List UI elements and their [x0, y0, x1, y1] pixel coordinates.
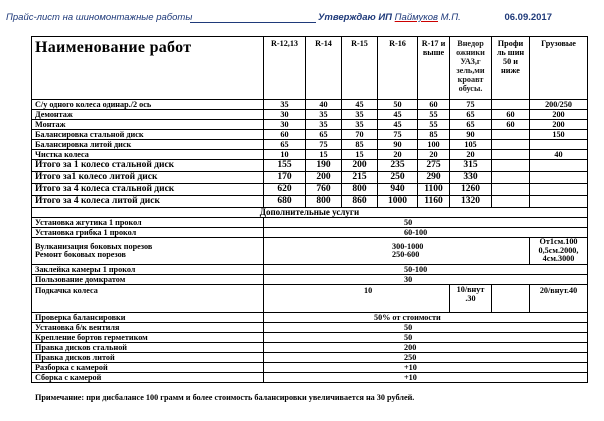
price-cell: 45: [342, 100, 378, 110]
price-cell: 65: [450, 110, 492, 120]
total-row: [32, 172, 588, 184]
extra-service-price: +10: [264, 373, 588, 383]
total-cell: 275: [418, 160, 450, 172]
total-cell: 1100: [418, 184, 450, 196]
service-name: Балансировка литой диск: [32, 140, 264, 150]
extra-service-name: Проверка балансировки: [32, 313, 264, 323]
total-row: [32, 184, 588, 196]
service-name: Чистка колеса: [32, 150, 264, 160]
price-cell: 40: [306, 100, 342, 110]
total-cell: 155: [264, 160, 306, 172]
total-row: [32, 160, 588, 172]
extra-service-price: 50: [264, 218, 588, 228]
price-cell: [492, 130, 530, 140]
total-cell: 1160: [418, 196, 450, 208]
service-name: Демонтаж: [32, 110, 264, 120]
column-header: Грузовые: [530, 37, 588, 100]
price-cell: 60: [264, 130, 306, 140]
price-cell: 45: [378, 110, 418, 120]
price-table: [31, 36, 588, 383]
extra-service-price-line: 250-600: [392, 250, 420, 259]
column-header-line: 50 и: [503, 57, 518, 66]
extra-service-price: 250: [264, 353, 588, 363]
price-cell: 65: [450, 120, 492, 130]
service-name: Балансировка стальной диск: [32, 130, 264, 140]
table-row: [32, 120, 588, 130]
price-cell: 150: [530, 130, 588, 140]
extra-service-price: 50: [264, 333, 588, 343]
price-cell: 65: [264, 140, 306, 150]
total-cell: 170: [264, 172, 306, 184]
column-header-suv: [450, 37, 492, 100]
extra-row: [32, 228, 588, 238]
extra-service-name: Подкачка колеса: [32, 285, 264, 313]
inner-tube-price-line: 10/внут: [456, 285, 485, 294]
price-cell: 60: [492, 120, 530, 130]
empty-cell: [492, 160, 530, 172]
truck-price-line: 0,5см.2000,: [538, 245, 579, 255]
price-cell: 90: [378, 140, 418, 150]
extra-service-name: Установка грибка 1 прокол: [32, 228, 264, 238]
extra-service-name: Крепление бортов герметиком: [32, 333, 264, 343]
extra-row: [32, 265, 588, 275]
table-row: [32, 140, 588, 150]
price-cell: 100: [418, 140, 450, 150]
extra-service-price: [264, 238, 530, 265]
extra-service-name: Правка дисков стальной: [32, 343, 264, 353]
extra-service-name: Установка жгутика 1 прокол: [32, 218, 264, 228]
column-header-line: Профи: [497, 39, 524, 48]
price-cell: [530, 140, 588, 150]
empty-cell: [530, 184, 588, 196]
empty-cell: [530, 160, 588, 172]
total-cell: 760: [306, 184, 342, 196]
extra-row: [32, 333, 588, 343]
extra-row: [32, 285, 588, 313]
price-cell: 35: [306, 110, 342, 120]
price-cell: 200: [530, 110, 588, 120]
table-row: [32, 130, 588, 140]
column-header-line: обусы.: [458, 84, 483, 93]
column-header: R-12,13: [264, 37, 306, 100]
extra-service-name-line: Ремонт боковых порезов: [35, 250, 126, 259]
price-cell: 20: [418, 150, 450, 160]
price-cell: 30: [264, 110, 306, 120]
section-header-row: [32, 208, 588, 218]
inner-tube-price: [450, 285, 492, 313]
total-cell: 1320: [450, 196, 492, 208]
extra-service-price: +10: [264, 363, 588, 373]
extra-service-name: Правка дисков литой: [32, 353, 264, 363]
empty-cell: [492, 172, 530, 184]
table-title: Наименование работ: [32, 37, 264, 100]
footnote: Примечание: при дисбалансе 100 грамм и более стоимость балансировки увеличивается на 30 рублей.: [35, 393, 415, 402]
total-name: Итого за 1 колесо стальной диск: [32, 160, 264, 172]
extra-service-name: Сборка с камерой: [32, 373, 264, 383]
approval-stamp: М.П.: [440, 12, 461, 23]
column-header: R-14: [306, 37, 342, 100]
column-header: R-16: [378, 37, 418, 100]
price-cell: 55: [418, 120, 450, 130]
total-cell: 200: [306, 172, 342, 184]
price-cell: 90: [450, 130, 492, 140]
price-cell: 60: [418, 100, 450, 110]
price-cell: 70: [342, 130, 378, 140]
service-name: С/у одного колеса одинар./2 ось: [32, 100, 264, 110]
price-cell: 15: [342, 150, 378, 160]
price-cell: 55: [418, 110, 450, 120]
total-cell: 235: [378, 160, 418, 172]
total-cell: 290: [418, 172, 450, 184]
service-name: Монтаж: [32, 120, 264, 130]
extra-row: [32, 343, 588, 353]
column-header-line: ль шин: [496, 48, 525, 57]
price-cell: 35: [342, 120, 378, 130]
extra-service-price: 50% от стоимости: [264, 313, 588, 323]
extra-service-name: Разборка с камерой: [32, 363, 264, 373]
extra-row: [32, 353, 588, 363]
price-cell: 20: [450, 150, 492, 160]
price-cell: 75: [450, 100, 492, 110]
approval-prefix: Утверждаю ИП: [318, 12, 393, 23]
extra-service-name: Установка б/к вентиля: [32, 323, 264, 333]
price-cell: 75: [306, 140, 342, 150]
truck-price-line: 4см.3000: [542, 254, 575, 264]
header-underline: [190, 22, 316, 23]
total-cell: 190: [306, 160, 342, 172]
price-cell: 35: [342, 110, 378, 120]
price-cell: 85: [418, 130, 450, 140]
price-cell: 60: [492, 110, 530, 120]
page-header: [6, 12, 598, 28]
price-cell: 105: [450, 140, 492, 150]
total-cell: 680: [264, 196, 306, 208]
total-name: Итого за 4 колеса литой диск: [32, 196, 264, 208]
price-cell: 50: [378, 100, 418, 110]
truck-price-line: От1см.100: [539, 237, 578, 247]
extra-services-title: Дополнительные услуги: [32, 208, 588, 218]
extra-service-price: 50: [264, 323, 588, 333]
extra-row: [32, 363, 588, 373]
total-cell: 315: [450, 160, 492, 172]
price-cell: 40: [530, 150, 588, 160]
extra-service-price: 200: [264, 343, 588, 353]
price-cell: 200: [530, 120, 588, 130]
extra-row: [32, 275, 588, 285]
approver-name: Паймуков: [394, 12, 438, 23]
column-header-profile: [492, 37, 530, 100]
column-header: R-17 и выше: [418, 37, 450, 100]
price-cell: 75: [378, 130, 418, 140]
price-cell: 85: [342, 140, 378, 150]
price-cell: [492, 100, 530, 110]
extra-row: [32, 373, 588, 383]
total-cell: 800: [306, 196, 342, 208]
approval-line: [318, 12, 461, 23]
total-cell: 1260: [450, 184, 492, 196]
extra-row: [32, 313, 588, 323]
extra-row: [32, 323, 588, 333]
price-cell: 200/250: [530, 100, 588, 110]
column-header-line: ожники: [456, 48, 485, 57]
total-cell: 1000: [378, 196, 418, 208]
empty-cell: [530, 172, 588, 184]
total-cell: 620: [264, 184, 306, 196]
price-cell: 15: [306, 150, 342, 160]
column-header-line: кроавт: [457, 75, 484, 84]
truck-price: 20/внут.40: [530, 285, 588, 313]
total-row: [32, 196, 588, 208]
inner-tube-price-line: .30: [465, 293, 476, 303]
price-cell: 45: [378, 120, 418, 130]
extra-service-price: 50-100: [264, 265, 588, 275]
empty-cell: [492, 184, 530, 196]
extra-row: [32, 238, 588, 265]
price-cell: 65: [306, 130, 342, 140]
extra-service-price-line: 300-1000: [392, 241, 424, 251]
total-cell: 330: [450, 172, 492, 184]
column-header-line: ниже: [501, 66, 520, 75]
price-list-title: Прайс-лист на шиномонтажные работы: [6, 12, 193, 23]
extra-service-price: 10: [264, 285, 450, 313]
price-cell: 30: [264, 120, 306, 130]
document-date: 06.09.2017: [504, 12, 552, 23]
total-cell: 940: [378, 184, 418, 196]
price-cell: 20: [378, 150, 418, 160]
table-row: [32, 110, 588, 120]
total-cell: 200: [342, 160, 378, 172]
column-header-line: зель,ми: [456, 66, 485, 75]
extra-service-name: Заклейка камеры 1 прокол: [32, 265, 264, 275]
price-cell: [492, 140, 530, 150]
price-cell: 35: [264, 100, 306, 110]
total-cell: 250: [378, 172, 418, 184]
empty-cell: [492, 285, 530, 313]
total-name: Итого за1 колесо литой диск: [32, 172, 264, 184]
empty-cell: [492, 196, 530, 208]
table-row: [32, 100, 588, 110]
price-cell: [492, 150, 530, 160]
column-header-line: Внедор: [457, 39, 484, 48]
table-header-row: [32, 37, 588, 100]
extra-service-name: [32, 238, 264, 265]
price-cell: 35: [306, 120, 342, 130]
extra-service-name-line: Вулканизация боковых порезов: [35, 241, 153, 251]
total-name: Итого за 4 колеса стальной диск: [32, 184, 264, 196]
column-header-line: УАЗ,г: [460, 57, 481, 66]
price-cell: 10: [264, 150, 306, 160]
total-cell: 215: [342, 172, 378, 184]
extra-service-name: Пользование домкратом: [32, 275, 264, 285]
column-header: R-15: [342, 37, 378, 100]
extra-service-price: 30: [264, 275, 588, 285]
table-row: [32, 150, 588, 160]
extra-service-price: 60-100: [264, 228, 588, 238]
truck-price: [530, 238, 588, 265]
total-cell: 800: [342, 184, 378, 196]
total-cell: 860: [342, 196, 378, 208]
empty-cell: [530, 196, 588, 208]
extra-row: [32, 218, 588, 228]
